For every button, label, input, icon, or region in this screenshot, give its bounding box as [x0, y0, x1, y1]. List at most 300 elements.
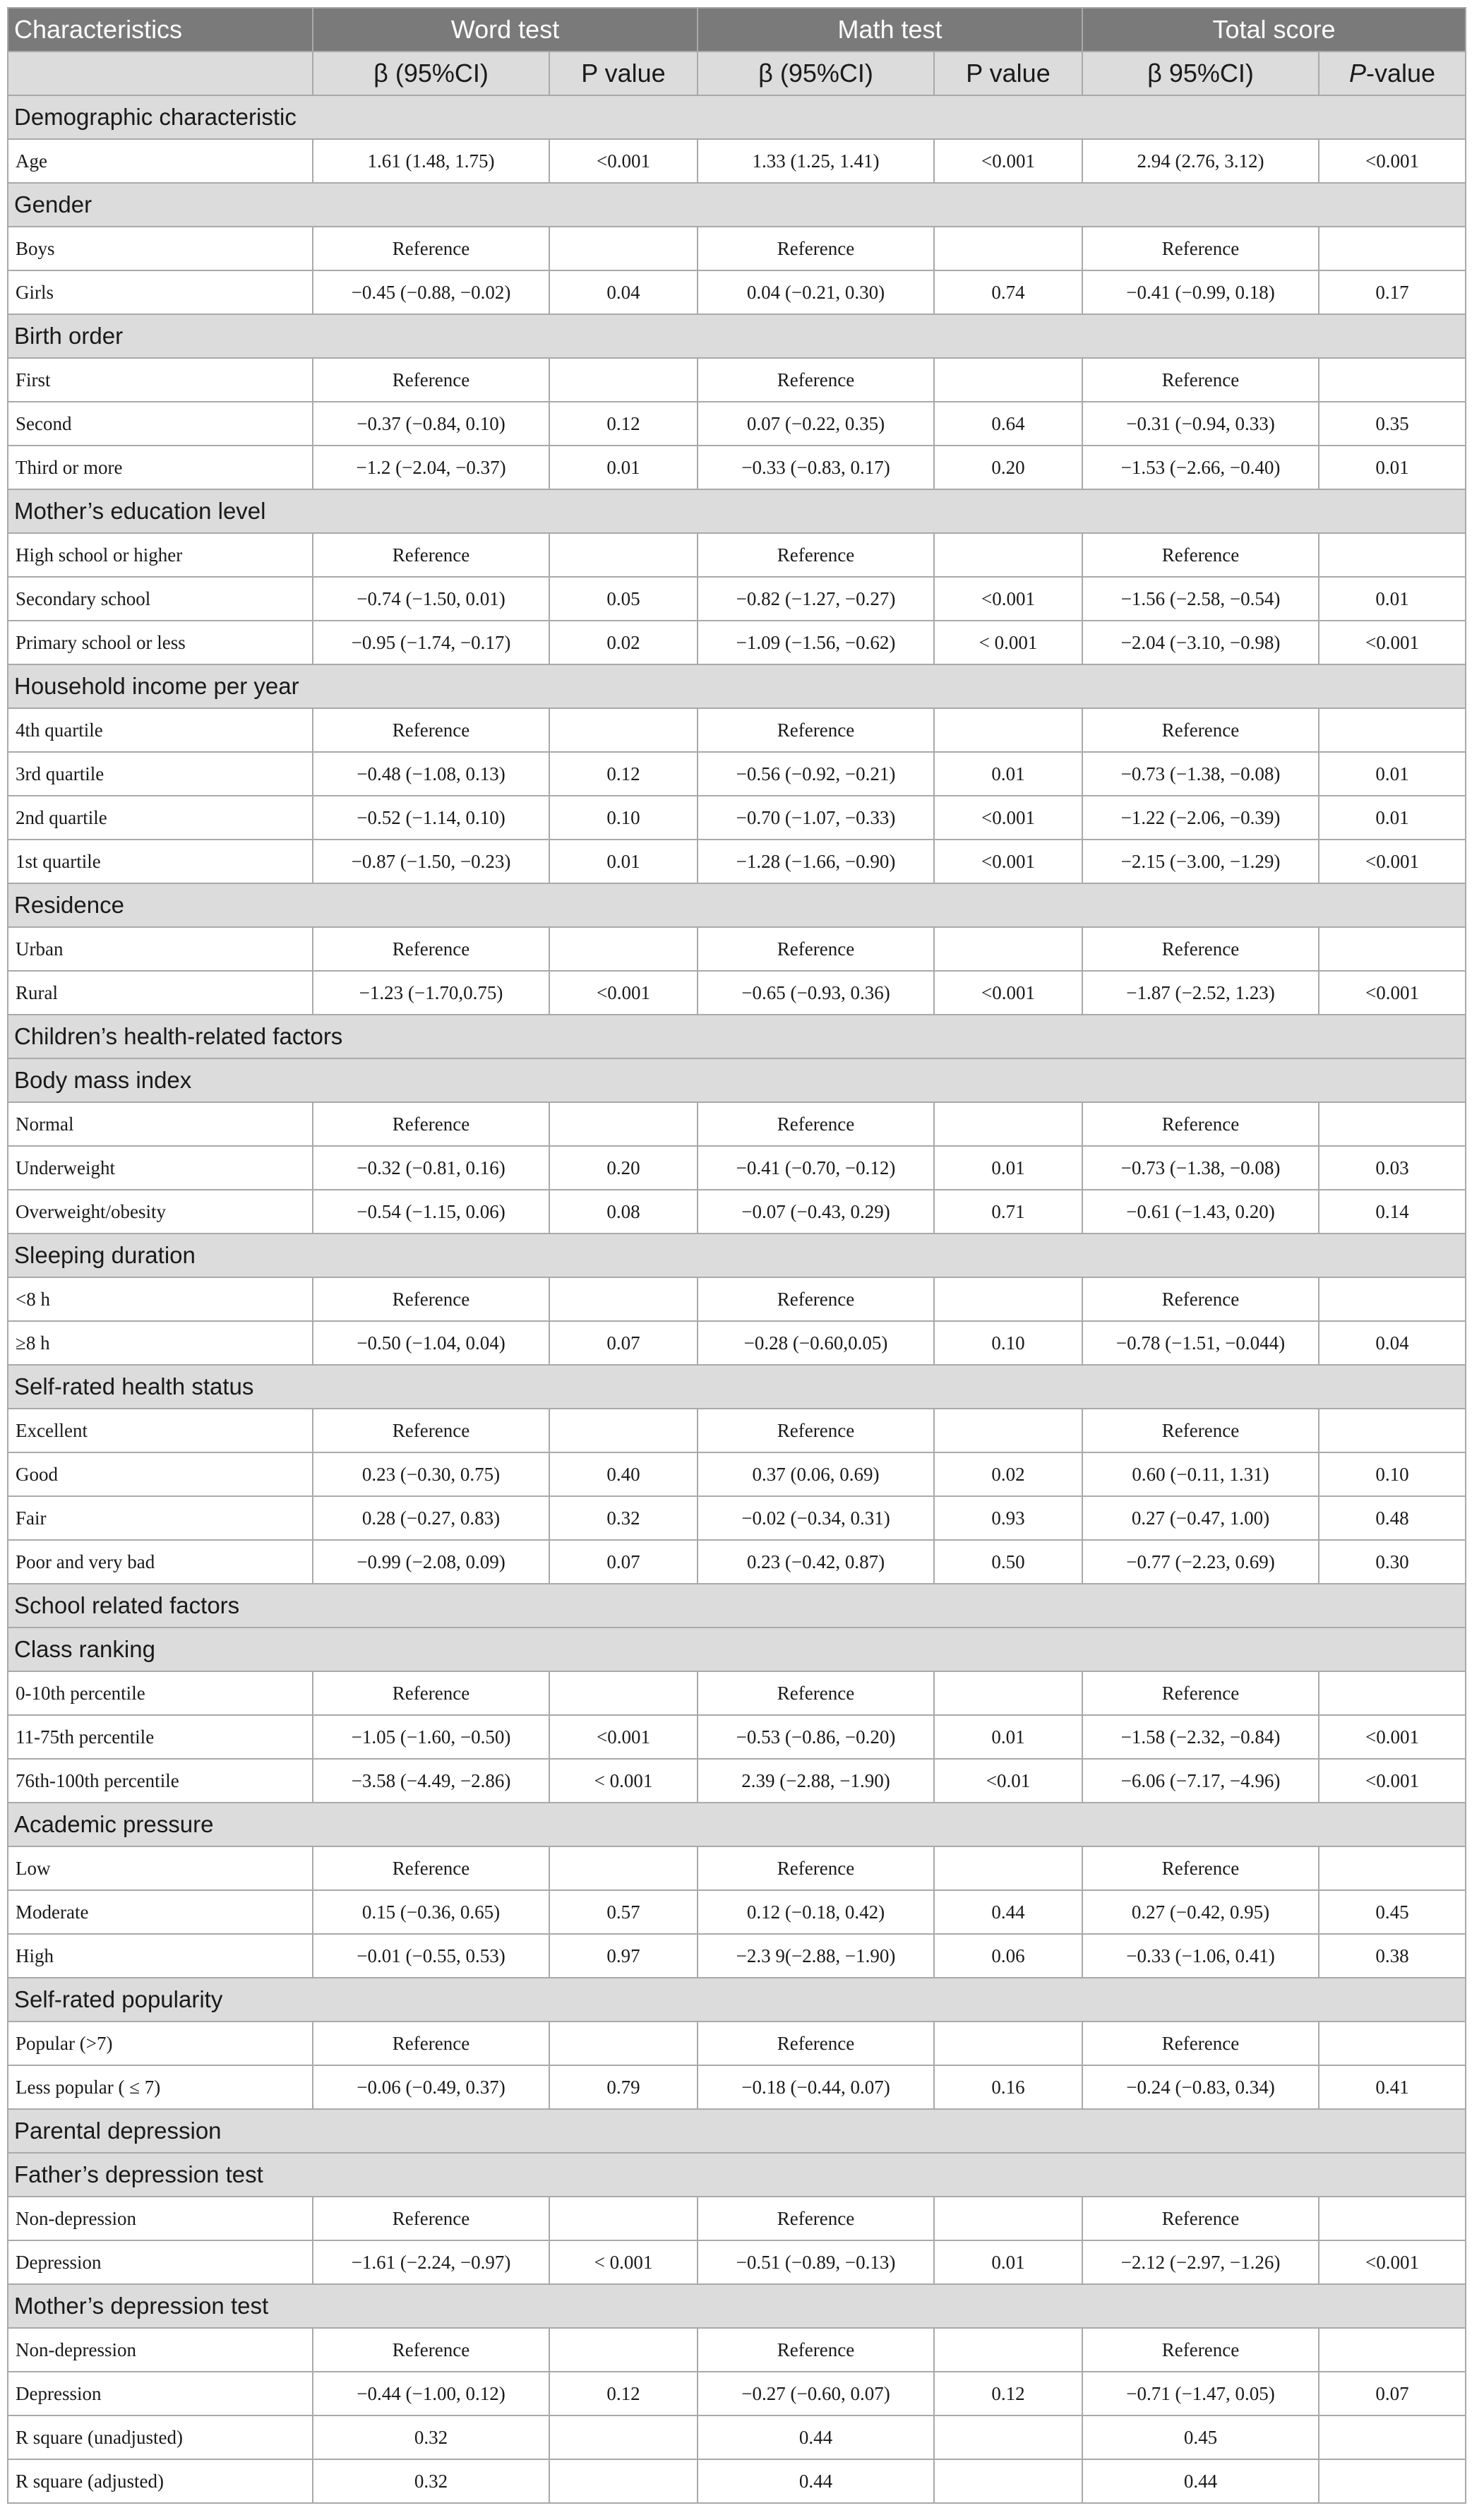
math-beta-cell: Reference [698, 708, 934, 752]
total-p-cell: 0.17 [1319, 270, 1466, 314]
math-p-cell [934, 533, 1082, 577]
total-p-cell: 0.04 [1319, 1321, 1466, 1365]
section-row [8, 183, 1466, 227]
word-p-cell [549, 2459, 698, 2503]
row-label: <8 h [8, 1277, 313, 1321]
math-p-cell: <0.001 [934, 796, 1082, 840]
row-label: Popular (>7) [8, 2022, 313, 2065]
word-beta-cell: −0.52 (−1.14, 0.10) [313, 796, 549, 840]
header-row [8, 8, 1466, 52]
word-beta-cell: −0.32 (−0.81, 0.16) [313, 1146, 549, 1190]
word-p-cell: 0.04 [549, 270, 698, 314]
word-p-cell: 0.79 [549, 2065, 698, 2109]
table-row [8, 139, 1466, 183]
table-row [8, 1540, 1466, 1584]
math-p-cell [934, 1102, 1082, 1146]
math-beta-cell: 0.44 [698, 2416, 934, 2459]
total-beta-cell: 0.45 [1082, 2416, 1319, 2459]
section-label: Birth order [8, 314, 1466, 358]
word-beta-cell: Reference [313, 1102, 549, 1146]
table-row [8, 1759, 1466, 1803]
total-beta-cell: Reference [1082, 2197, 1319, 2240]
subheader-word-beta: β (95%CI) [313, 52, 549, 95]
word-beta-cell: Reference [313, 2197, 549, 2240]
word-p-cell: < 0.001 [549, 2240, 698, 2284]
total-beta-cell: −2.15 (−3.00, −1.29) [1082, 840, 1319, 883]
row-label: 76th-100th percentile [8, 1759, 313, 1803]
total-p-cell [1319, 2416, 1466, 2459]
math-p-cell: 0.01 [934, 2240, 1082, 2284]
math-p-cell: 0.01 [934, 1146, 1082, 1190]
total-beta-cell: Reference [1082, 2328, 1319, 2372]
word-p-cell: 0.57 [549, 1890, 698, 1934]
total-beta-cell: −0.77 (−2.23, 0.69) [1082, 1540, 1319, 1584]
table-row [8, 1496, 1466, 1540]
total-p-cell [1319, 2022, 1466, 2065]
total-p-cell: 0.03 [1319, 1146, 1466, 1190]
total-beta-cell: Reference [1082, 227, 1319, 270]
section-row [8, 1234, 1466, 1277]
word-beta-cell: Reference [313, 533, 549, 577]
word-p-cell [549, 358, 698, 402]
row-label: Poor and very bad [8, 1540, 313, 1584]
total-p-cell [1319, 2197, 1466, 2240]
word-p-cell [549, 2197, 698, 2240]
row-label: 2nd quartile [8, 796, 313, 840]
math-beta-cell: 0.04 (−0.21, 0.30) [698, 270, 934, 314]
section-label: Academic pressure [8, 1803, 1466, 1846]
table-row [8, 621, 1466, 664]
total-p-cell [1319, 1277, 1466, 1321]
math-p-cell [934, 708, 1082, 752]
word-p-cell [549, 227, 698, 270]
row-label: Depression [8, 2372, 313, 2416]
section-row [8, 2284, 1466, 2328]
math-beta-cell: Reference [698, 1409, 934, 1452]
table-row [8, 1846, 1466, 1890]
row-label: Rural [8, 971, 313, 1015]
row-label: Primary school or less [8, 621, 313, 664]
total-beta-cell: −2.04 (−3.10, −0.98) [1082, 621, 1319, 664]
word-beta-cell: Reference [313, 1409, 549, 1452]
total-p-cell: 0.45 [1319, 1890, 1466, 1934]
total-p-cell: 0.10 [1319, 1452, 1466, 1496]
total-p-cell [1319, 533, 1466, 577]
word-beta-cell: −0.06 (−0.49, 0.37) [313, 2065, 549, 2109]
table-row [8, 927, 1466, 971]
word-beta-cell: −0.54 (−1.15, 0.06) [313, 1190, 549, 1234]
total-beta-cell: Reference [1082, 358, 1319, 402]
word-p-cell: 0.40 [549, 1452, 698, 1496]
total-beta-cell: −1.53 (−2.66, −0.40) [1082, 446, 1319, 489]
math-p-cell: <0.001 [934, 971, 1082, 1015]
word-p-cell: 0.97 [549, 1934, 698, 1978]
total-beta-cell: −1.87 (−2.52, 1.23) [1082, 971, 1319, 1015]
math-p-cell: 0.44 [934, 1890, 1082, 1934]
math-beta-cell: −0.02 (−0.34, 0.31) [698, 1496, 934, 1540]
word-p-cell: 0.07 [549, 1321, 698, 1365]
math-beta-cell: Reference [698, 2328, 934, 2372]
word-p-cell: 0.12 [549, 402, 698, 446]
math-p-cell [934, 1671, 1082, 1715]
total-p-cell: 0.35 [1319, 402, 1466, 446]
row-label: Underweight [8, 1146, 313, 1190]
row-label: 1st quartile [8, 840, 313, 883]
total-beta-cell: 0.44 [1082, 2459, 1319, 2503]
math-beta-cell: Reference [698, 1277, 934, 1321]
total-p-cell: 0.01 [1319, 446, 1466, 489]
section-label: Class ranking [8, 1628, 1466, 1671]
math-beta-cell: Reference [698, 2022, 934, 2065]
math-p-cell: 0.02 [934, 1452, 1082, 1496]
math-p-cell: 0.06 [934, 1934, 1082, 1978]
word-beta-cell: −0.37 (−0.84, 0.10) [313, 402, 549, 446]
table-row [8, 2240, 1466, 2284]
subheader-word-p: P value [549, 52, 698, 95]
table-row [8, 1277, 1466, 1321]
math-p-cell: <0.001 [934, 840, 1082, 883]
row-label: Girls [8, 270, 313, 314]
word-p-cell [549, 1409, 698, 1452]
total-beta-cell: Reference [1082, 927, 1319, 971]
table-row [8, 358, 1466, 402]
table-row [8, 2328, 1466, 2372]
total-beta-cell: −0.73 (−1.38, −0.08) [1082, 1146, 1319, 1190]
word-beta-cell: Reference [313, 1277, 549, 1321]
table-row [8, 270, 1466, 314]
word-p-cell [549, 927, 698, 971]
total-p-cell [1319, 358, 1466, 402]
word-beta-cell: −1.61 (−2.24, −0.97) [313, 2240, 549, 2284]
word-beta-cell: Reference [313, 227, 549, 270]
row-label: High [8, 1934, 313, 1978]
total-p-cell [1319, 1846, 1466, 1890]
math-beta-cell: −0.33 (−0.83, 0.17) [698, 446, 934, 489]
row-label: Non-depression [8, 2328, 313, 2372]
table-body [8, 95, 1466, 2503]
word-beta-cell: Reference [313, 708, 549, 752]
math-p-cell: 0.20 [934, 446, 1082, 489]
total-p-cell: 0.30 [1319, 1540, 1466, 1584]
math-p-cell: 0.71 [934, 1190, 1082, 1234]
word-beta-cell: Reference [313, 358, 549, 402]
math-p-cell [934, 2022, 1082, 2065]
section-label: Mother’s depression test [8, 2284, 1466, 2328]
table-row [8, 2065, 1466, 2109]
word-p-cell: 0.01 [549, 840, 698, 883]
subheader-math-beta: β (95%CI) [698, 52, 934, 95]
section-label: Mother’s education level [8, 489, 1466, 533]
total-p-cell: <0.001 [1319, 2240, 1466, 2284]
math-p-cell: 0.74 [934, 270, 1082, 314]
header-math-test: Math test [698, 8, 1082, 52]
word-p-cell [549, 1846, 698, 1890]
table-row [8, 227, 1466, 270]
table-row [8, 1146, 1466, 1190]
header-word-test: Word test [313, 8, 698, 52]
section-label: Father’s depression test [8, 2153, 1466, 2197]
section-label: Household income per year [8, 664, 1466, 708]
total-p-cell: 0.38 [1319, 1934, 1466, 1978]
regression-table-container [7, 7, 1465, 2504]
total-beta-cell: −0.41 (−0.99, 0.18) [1082, 270, 1319, 314]
row-label: ≥8 h [8, 1321, 313, 1365]
math-p-cell [934, 1409, 1082, 1452]
table-row [8, 971, 1466, 1015]
math-p-cell [934, 2459, 1082, 2503]
total-beta-cell: 2.94 (2.76, 3.12) [1082, 139, 1319, 183]
word-beta-cell: Reference [313, 1671, 549, 1715]
section-label: Residence [8, 883, 1466, 927]
word-beta-cell: −1.23 (−1.70,0.75) [313, 971, 549, 1015]
row-label: 3rd quartile [8, 752, 313, 796]
row-label: Overweight/obesity [8, 1190, 313, 1234]
row-label: Third or more [8, 446, 313, 489]
row-label: Moderate [8, 1890, 313, 1934]
total-p-cell [1319, 708, 1466, 752]
table-row [8, 402, 1466, 446]
word-p-cell [549, 2022, 698, 2065]
row-label: Non-depression [8, 2197, 313, 2240]
table-row [8, 1452, 1466, 1496]
math-beta-cell: −0.18 (−0.44, 0.07) [698, 2065, 934, 2109]
row-label: Secondary school [8, 577, 313, 621]
word-beta-cell: Reference [313, 927, 549, 971]
total-p-cell: 0.01 [1319, 796, 1466, 840]
word-beta-cell: −0.44 (−1.00, 0.12) [313, 2372, 549, 2416]
subheader-total-p [1319, 52, 1466, 95]
total-beta-cell: −1.56 (−2.58, −0.54) [1082, 577, 1319, 621]
total-beta-cell: Reference [1082, 2022, 1319, 2065]
word-p-cell [549, 1277, 698, 1321]
total-beta-cell: Reference [1082, 533, 1319, 577]
math-beta-cell: 2.39 (−2.88, −1.90) [698, 1759, 934, 1803]
math-beta-cell: −0.27 (−0.60, 0.07) [698, 2372, 934, 2416]
regression-table [7, 7, 1466, 2504]
total-beta-cell: −0.33 (−1.06, 0.41) [1082, 1934, 1319, 1978]
total-p-cell [1319, 1409, 1466, 1452]
section-row [8, 1803, 1466, 1846]
total-p-cell: <0.001 [1319, 139, 1466, 183]
word-p-cell: 0.12 [549, 752, 698, 796]
math-p-cell: 0.10 [934, 1321, 1082, 1365]
section-row [8, 1015, 1466, 1058]
header-total-score: Total score [1082, 8, 1466, 52]
total-beta-cell: −0.31 (−0.94, 0.33) [1082, 402, 1319, 446]
total-beta-cell: −0.24 (−0.83, 0.34) [1082, 2065, 1319, 2109]
math-beta-cell: 0.12 (−0.18, 0.42) [698, 1890, 934, 1934]
math-p-cell: 0.12 [934, 2372, 1082, 2416]
row-label: Fair [8, 1496, 313, 1540]
math-p-cell: 0.01 [934, 1715, 1082, 1759]
section-label: School related factors [8, 1584, 1466, 1628]
total-beta-cell: Reference [1082, 708, 1319, 752]
total-p-cell: <0.001 [1319, 621, 1466, 664]
total-p-cell: 0.01 [1319, 577, 1466, 621]
header-characteristics: Characteristics [8, 8, 313, 52]
math-p-cell: 0.16 [934, 2065, 1082, 2109]
math-beta-cell: Reference [698, 1846, 934, 1890]
math-p-cell [934, 2328, 1082, 2372]
word-beta-cell: 0.15 (−0.36, 0.65) [313, 1890, 549, 1934]
total-beta-cell: −0.71 (−1.47, 0.05) [1082, 2372, 1319, 2416]
word-p-cell [549, 708, 698, 752]
total-beta-cell: −0.78 (−1.51, −0.044) [1082, 1321, 1319, 1365]
math-beta-cell: −0.28 (−0.60,0.05) [698, 1321, 934, 1365]
total-p-cell [1319, 2328, 1466, 2372]
section-row [8, 1978, 1466, 2022]
section-row [8, 1058, 1466, 1102]
word-beta-cell: 0.32 [313, 2416, 549, 2459]
word-beta-cell: −1.05 (−1.60, −0.50) [313, 1715, 549, 1759]
total-beta-cell: −2.12 (−2.97, −1.26) [1082, 2240, 1319, 2284]
math-p-cell: 0.01 [934, 752, 1082, 796]
word-p-cell: 0.08 [549, 1190, 698, 1234]
table-row [8, 2197, 1466, 2240]
math-p-cell [934, 927, 1082, 971]
math-p-cell: <0.01 [934, 1759, 1082, 1803]
word-p-cell [549, 2328, 698, 2372]
total-beta-cell: 0.60 (−0.11, 1.31) [1082, 1452, 1319, 1496]
total-p-cell [1319, 927, 1466, 971]
section-label: Demographic characteristic [8, 95, 1466, 139]
table-row [8, 1890, 1466, 1934]
math-p-cell: 0.93 [934, 1496, 1082, 1540]
total-p-cell: 0.14 [1319, 1190, 1466, 1234]
section-label: Self-rated health status [8, 1365, 1466, 1409]
row-label: Second [8, 402, 313, 446]
table-row [8, 2022, 1466, 2065]
section-row [8, 2109, 1466, 2153]
total-p-cell: 0.41 [1319, 2065, 1466, 2109]
total-p-cell: <0.001 [1319, 840, 1466, 883]
math-beta-cell: −0.07 (−0.43, 0.29) [698, 1190, 934, 1234]
row-label: Urban [8, 927, 313, 971]
subheader-total-p-suffix: -value [1366, 59, 1436, 88]
table-row [8, 752, 1466, 796]
total-beta-cell: Reference [1082, 1409, 1319, 1452]
math-beta-cell: −0.53 (−0.86, −0.20) [698, 1715, 934, 1759]
section-label: Children’s health-related factors [8, 1015, 1466, 1058]
row-label: 11-75th percentile [8, 1715, 313, 1759]
table-row [8, 2459, 1466, 2503]
math-p-cell: <0.001 [934, 577, 1082, 621]
math-beta-cell: Reference [698, 2197, 934, 2240]
row-label: Excellent [8, 1409, 313, 1452]
total-beta-cell: −6.06 (−7.17, −4.96) [1082, 1759, 1319, 1803]
word-beta-cell: −1.2 (−2.04, −0.37) [313, 446, 549, 489]
word-p-cell: 0.05 [549, 577, 698, 621]
math-p-cell [934, 1277, 1082, 1321]
math-p-cell: 0.64 [934, 402, 1082, 446]
section-row [8, 883, 1466, 927]
word-beta-cell: Reference [313, 1846, 549, 1890]
section-row [8, 314, 1466, 358]
math-p-cell [934, 1846, 1082, 1890]
math-p-cell: < 0.001 [934, 621, 1082, 664]
section-row [8, 664, 1466, 708]
total-p-cell [1319, 1102, 1466, 1146]
word-p-cell: <0.001 [549, 139, 698, 183]
math-p-cell [934, 227, 1082, 270]
total-beta-cell: Reference [1082, 1102, 1319, 1146]
total-beta-cell: −1.22 (−2.06, −0.39) [1082, 796, 1319, 840]
word-beta-cell: Reference [313, 2328, 549, 2372]
math-beta-cell: Reference [698, 533, 934, 577]
math-beta-cell: −1.28 (−1.66, −0.90) [698, 840, 934, 883]
row-label: Normal [8, 1102, 313, 1146]
total-p-cell: <0.001 [1319, 971, 1466, 1015]
word-beta-cell: −0.95 (−1.74, −0.17) [313, 621, 549, 664]
section-label: Self-rated popularity [8, 1978, 1466, 2022]
table-row [8, 708, 1466, 752]
math-beta-cell: −0.70 (−1.07, −0.33) [698, 796, 934, 840]
word-p-cell: 0.02 [549, 621, 698, 664]
table-row [8, 2416, 1466, 2459]
total-p-cell: 0.01 [1319, 752, 1466, 796]
total-beta-cell: 0.27 (−0.42, 0.95) [1082, 1890, 1319, 1934]
word-p-cell: <0.001 [549, 1715, 698, 1759]
subheader-blank [8, 52, 313, 95]
word-p-cell: 0.32 [549, 1496, 698, 1540]
math-beta-cell: 1.33 (1.25, 1.41) [698, 139, 934, 183]
math-beta-cell: −0.51 (−0.89, −0.13) [698, 2240, 934, 2284]
math-beta-cell: −1.09 (−1.56, −0.62) [698, 621, 934, 664]
word-beta-cell: −0.87 (−1.50, −0.23) [313, 840, 549, 883]
section-row [8, 95, 1466, 139]
math-p-cell [934, 2197, 1082, 2240]
math-beta-cell: Reference [698, 1671, 934, 1715]
math-beta-cell: 0.44 [698, 2459, 934, 2503]
table-row [8, 446, 1466, 489]
section-label: Body mass index [8, 1058, 1466, 1102]
word-p-cell: < 0.001 [549, 1759, 698, 1803]
section-label: Gender [8, 183, 1466, 227]
math-p-cell [934, 358, 1082, 402]
row-label: R square (adjusted) [8, 2459, 313, 2503]
row-label: R square (unadjusted) [8, 2416, 313, 2459]
total-beta-cell: −0.73 (−1.38, −0.08) [1082, 752, 1319, 796]
total-beta-cell: Reference [1082, 1671, 1319, 1715]
word-beta-cell: −0.99 (−2.08, 0.09) [313, 1540, 549, 1584]
subheader-math-p: P value [934, 52, 1082, 95]
row-label: Good [8, 1452, 313, 1496]
section-row [8, 2153, 1466, 2197]
word-beta-cell: −0.48 (−1.08, 0.13) [313, 752, 549, 796]
word-beta-cell: 1.61 (1.48, 1.75) [313, 139, 549, 183]
row-label: Less popular ( ≤ 7) [8, 2065, 313, 2109]
math-beta-cell: 0.37 (0.06, 0.69) [698, 1452, 934, 1496]
word-p-cell [549, 1102, 698, 1146]
row-label: Age [8, 139, 313, 183]
total-beta-cell: −1.58 (−2.32, −0.84) [1082, 1715, 1319, 1759]
word-p-cell: 0.12 [549, 2372, 698, 2416]
section-row [8, 1584, 1466, 1628]
table-row [8, 1321, 1466, 1365]
math-beta-cell: −0.82 (−1.27, −0.27) [698, 577, 934, 621]
total-beta-cell: Reference [1082, 1277, 1319, 1321]
row-label: 4th quartile [8, 708, 313, 752]
table-row [8, 1102, 1466, 1146]
total-p-cell: <0.001 [1319, 1715, 1466, 1759]
section-row [8, 1628, 1466, 1671]
section-row [8, 489, 1466, 533]
row-label: Boys [8, 227, 313, 270]
total-p-cell [1319, 2459, 1466, 2503]
row-label: High school or higher [8, 533, 313, 577]
math-beta-cell: Reference [698, 927, 934, 971]
total-p-cell: 0.07 [1319, 2372, 1466, 2416]
